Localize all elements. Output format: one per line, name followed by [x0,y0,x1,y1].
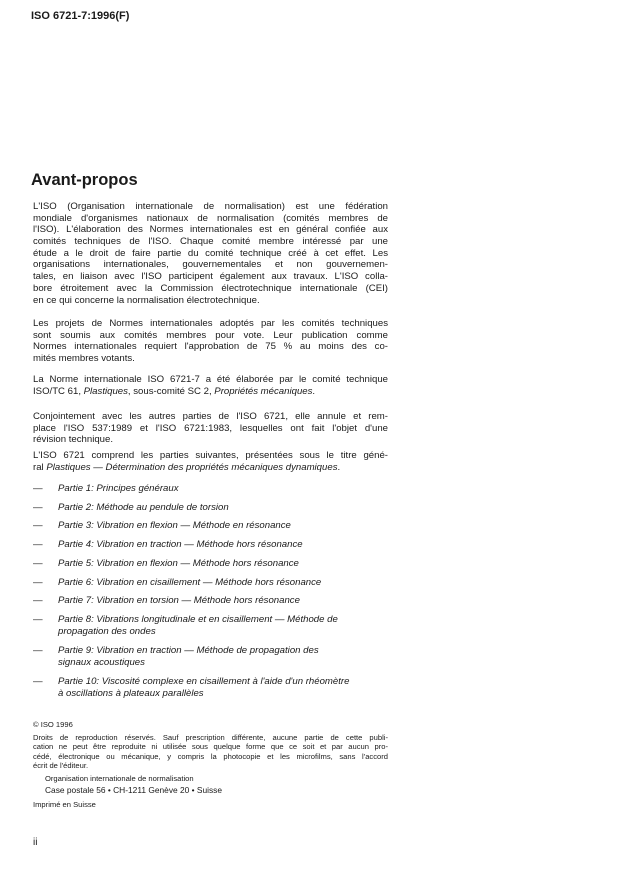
publisher-name: Organisation internationale de normalisation [45,774,194,783]
text-line: Droits de reproduction réservés. Sauf prescription différente, aucune partie de cette publi- [33,733,388,742]
text-line: tales, en liaison avec l'ISO participent également aux travaux. L'ISO colla- [33,271,388,283]
text-line: mondiale d'organismes nationaux de normalisation (comités membres de [33,212,388,224]
list-item-text: Partie 6: Vibration en cisaillement — Méthode hors résonance [58,577,322,588]
text-line: sont soumis aux comités membres pour vote. Leur publication comme [33,329,388,341]
text-line: L'ISO (Organisation internationale de normalisation) est une fédération [33,201,388,212]
list-dash: — [33,577,43,588]
text-line: en ce qui concerne la normalisation électrotechnique. [33,294,260,306]
list-dash: — [33,539,43,550]
text-line: ral Plastiques — Détermination des propriétés mécaniques dynamiques. [33,461,341,473]
list-item-text: Partie 4: Vibration en traction — Méthode hors résonance [58,539,303,550]
list-dash: — [33,502,43,513]
section-title: Avant-propos [31,171,138,189]
text-line: comités techniques de l'ISO. Chaque comité membre intéressé par une [33,236,388,248]
list-item-text: Partie 10: Viscosité complexe en cisaillement à l'aide d'un rhéomètre à oscillations à plateaux parallèles [58,676,350,699]
list-item-text: Partie 8: Vibrations longitudinale et en cisaillement — Méthode de propagation des ondes [58,614,338,637]
list-item-text: Partie 2: Méthode au pendule de torsion [58,502,229,513]
list-dash: — [33,645,43,656]
paragraph [33,374,388,397]
list-item-text: Partie 5: Vibration en flexion — Méthode hors résonance [58,558,299,569]
text-line: révision technique. [33,434,113,446]
list-dash: — [33,595,43,606]
text-line: La Norme internationale ISO 6721-7 a été élaborée par le comité technique [33,374,388,385]
paragraph [33,318,388,365]
list-item-text: Partie 9: Vibration en traction — Méthode de propagation des signaux acoustiques [58,645,319,668]
list-dash: — [33,676,43,687]
text-line: l'ISO). L'élaboration des Normes internationales est en général confiée aux [33,224,388,236]
publisher-address: Case postale 56 • CH-1211 Genève 20 • Suisse [45,785,223,795]
paragraph [33,201,388,306]
text-line: organisations internationales, gouvernementales et non gouvernemen- [33,259,388,271]
text-line: cation ne peut être reproduite ni utilisée sous quelque forme que ce soit et par aucun pro- [33,742,388,752]
text-line: place l'ISO 537:1989 et l'ISO 6721:1983, lesquelles ont fait l'objet d'une [33,422,388,434]
rights-notice [33,733,388,770]
text-line: étude a le droit de faire partie du comité technique créé à cet effet. Les [33,247,388,259]
page-number: ii [33,837,38,848]
paragraph [33,411,388,446]
printed-in: Imprimé en Suisse [33,800,96,809]
text-line: bore étroitement avec la Commission électrotechnique internationale (CEI) [33,282,388,294]
list-dash: — [33,520,43,531]
list-item-text: Partie 3: Vibration en flexion — Méthode en résonance [58,520,291,531]
copyright: © ISO 1996 [33,720,73,729]
text-line: cédé, électronique ou mécanique, y compris la photocopie et les microfilms, sans l'accord [33,751,388,761]
paragraph [33,450,388,473]
list-item-text: Partie 1: Principes généraux [58,483,179,494]
list-item-text: Partie 7: Vibration en torsion — Méthode hors résonance [58,595,300,606]
list-dash: — [33,614,43,625]
text-line: écrit de l'éditeur. [33,760,89,770]
text-line: Normes internationales requiert l'approbation de 75 % au moins des co- [33,341,388,353]
text-line: ISO/TC 61, Plastiques, sous-comité SC 2, Propriétés mécaniques. [33,385,316,397]
document-header: ISO 6721-7:1996(F) [31,10,130,22]
text-line: L'ISO 6721 comprend les parties suivantes, présentées sous le titre géné- [33,450,388,461]
list-dash: — [33,483,43,494]
text-line: mités membres votants. [33,353,135,365]
list-dash: — [33,558,43,569]
text-line: Les projets de Normes internationales adoptés par les comités techniques [33,318,388,329]
text-line: Conjointement avec les autres parties de l'ISO 6721, elle annule et rem- [33,411,388,422]
